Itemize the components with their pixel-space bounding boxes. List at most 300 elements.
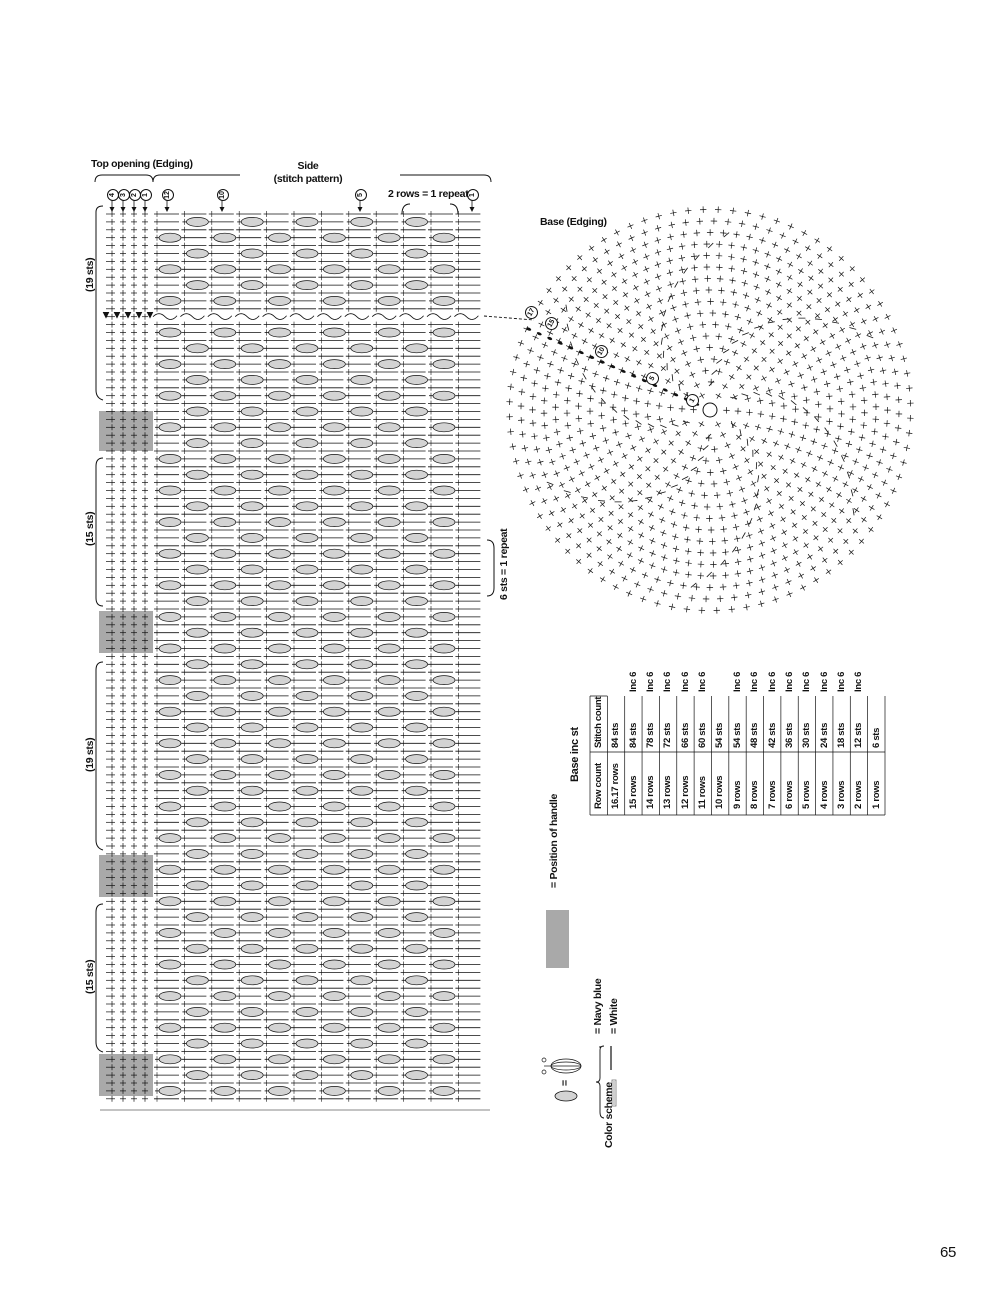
- bobble-stitch: [269, 581, 291, 590]
- bobble-stitch: [241, 375, 263, 384]
- bobble-stitch: [296, 439, 318, 448]
- pattern-row-number: 1: [467, 189, 479, 201]
- bobble-stitch: [351, 375, 373, 384]
- repeat-rows-label: 2 rows = 1 repeat: [388, 188, 469, 200]
- bobble-stitch: [241, 1007, 263, 1016]
- bobble-stitch: [186, 597, 208, 606]
- table-cell-increase: Inc 6: [835, 671, 847, 692]
- pattern-row-number: 5: [355, 189, 367, 201]
- bobble-stitch: [406, 913, 428, 922]
- bobble-stitch: [378, 770, 400, 779]
- bobble-stitch: [241, 628, 263, 637]
- bobble-stitch: [351, 1007, 373, 1016]
- bobble-stitch: [323, 707, 345, 716]
- bobble-stitch: [351, 533, 373, 542]
- bobble-stitch: [159, 992, 181, 1001]
- bobble-stitch: [378, 739, 400, 748]
- bobble-stitch: [241, 565, 263, 574]
- table-cell-stitch-count: 66 sts: [679, 722, 691, 748]
- bobble-stitch: [241, 691, 263, 700]
- bobble-stitch: [378, 486, 400, 495]
- bobble-stitch: [378, 328, 400, 337]
- bobble-stitch: [159, 360, 181, 369]
- bobble-stitch: [378, 834, 400, 843]
- bobble-stitch: [186, 439, 208, 448]
- bobble-stitch: [159, 612, 181, 621]
- bobble-stitch: [406, 249, 428, 258]
- bobble-stitch: [378, 1023, 400, 1032]
- navy-legend-label: = Navy blue: [592, 978, 604, 1034]
- repeat-sts-label: 6 sts = 1 repeat: [498, 528, 510, 600]
- table-cell-stitch-count: 48 sts: [749, 722, 761, 748]
- bobble-stitch: [269, 644, 291, 653]
- bobble-stitch: [323, 739, 345, 748]
- table-cell-stitch-count: 18 sts: [835, 722, 847, 748]
- bobble-stitch: [159, 581, 181, 590]
- bobble-stitch: [296, 881, 318, 890]
- bobble-stitch: [378, 897, 400, 906]
- bobble-stitch: [378, 960, 400, 969]
- bobble-stitch: [296, 755, 318, 764]
- bobble-stitch: [378, 296, 400, 305]
- base-round-number: 1: [684, 392, 702, 410]
- side-bracket-left: [153, 175, 240, 182]
- bobble-stitch: [214, 739, 236, 748]
- bobble-stitch: [323, 1086, 345, 1095]
- table-cell-increase: Inc 6: [697, 671, 709, 692]
- bobble-stitch: [406, 849, 428, 858]
- bobble-stitch: [241, 597, 263, 606]
- bobble-stitch: [323, 518, 345, 527]
- bobble-stitch: [351, 407, 373, 416]
- bobble-stitch: [406, 1071, 428, 1080]
- bobble-stitch: [406, 818, 428, 827]
- color-scheme-label: Color scheme: [603, 1082, 615, 1148]
- bobble-stitch: [378, 391, 400, 400]
- table-cell-row-count: 3 rows: [835, 780, 847, 809]
- bobble-stitch: [296, 1039, 318, 1048]
- bobble-stitch: [159, 1055, 181, 1064]
- bobble-stitch: [214, 834, 236, 843]
- bobble-stitch: [241, 470, 263, 479]
- table-cell-row-count: 13 rows: [662, 775, 674, 809]
- table-cell-increase: Inc 6: [731, 671, 743, 692]
- table-cell-increase: Inc 6: [818, 671, 830, 692]
- bobble-stitch: [323, 486, 345, 495]
- bobble-stitch: [433, 328, 455, 337]
- bobble-stitch: [296, 502, 318, 511]
- bobble-stitch: [186, 1007, 208, 1016]
- table-cell-row-count: 2 rows: [853, 780, 865, 809]
- bobble-stitch: [406, 281, 428, 290]
- bobble-stitch: [269, 676, 291, 685]
- section-label-4: (15 sts): [84, 959, 96, 994]
- bobble-stitch: [323, 1023, 345, 1032]
- bobble-stitch: [351, 502, 373, 511]
- bobble-stitch: [186, 407, 208, 416]
- pattern-row-number: 10: [217, 189, 229, 201]
- bobble-stitch: [214, 549, 236, 558]
- bobble-stitch: [214, 328, 236, 337]
- bobble-stitch: [214, 423, 236, 432]
- bobble-stitch: [241, 1039, 263, 1048]
- bobble-legend-icon: [555, 1091, 577, 1101]
- bobble-stitch: [433, 992, 455, 1001]
- table-cell-row-count: 8 rows: [749, 780, 761, 809]
- bobble-stitch: [296, 1071, 318, 1080]
- bobble-stitch: [378, 518, 400, 527]
- bobble-stitch: [433, 391, 455, 400]
- bobble-stitch: [214, 612, 236, 621]
- bobble-stitch: [433, 897, 455, 906]
- bobble-stitch: [378, 928, 400, 937]
- bobble-stitch: [351, 849, 373, 858]
- pattern-row-number: 12: [162, 189, 174, 201]
- bobble-stitch: [241, 344, 263, 353]
- bobble-stitch: [351, 470, 373, 479]
- bobble-stitch: [159, 518, 181, 527]
- bobble-stitch: [214, 233, 236, 242]
- bobble-stitch: [323, 581, 345, 590]
- bobble-stitch: [378, 992, 400, 1001]
- bobble-stitch: [433, 676, 455, 685]
- table-cell-stitch-count: 78 sts: [645, 722, 657, 748]
- bobble-stitch: [214, 360, 236, 369]
- bobble-stitch: [323, 391, 345, 400]
- bobble-stitch: [378, 454, 400, 463]
- table-cell-stitch-count: 30 sts: [801, 722, 813, 748]
- bobble-stitch: [323, 676, 345, 685]
- bobble-stitch: [406, 470, 428, 479]
- table-cell-row-count: 12 rows: [679, 775, 691, 809]
- bobble-stitch: [159, 1086, 181, 1095]
- table-cell-row-count: 9 rows: [731, 780, 743, 809]
- bobble-stitch: [351, 660, 373, 669]
- bobble-stitch: [323, 233, 345, 242]
- bobble-stitch: [433, 834, 455, 843]
- bobble-stitch: [433, 960, 455, 969]
- bobble-stitch: [433, 423, 455, 432]
- bobble-stitch: [406, 565, 428, 574]
- bobble-stitch: [186, 502, 208, 511]
- table-cell-row-count: 1 rows: [870, 780, 882, 809]
- bobble-stitch: [269, 1086, 291, 1095]
- table-title: Base inc st: [569, 727, 581, 782]
- bobble-stitch: [159, 834, 181, 843]
- bobble-stitch: [323, 834, 345, 843]
- bobble-stitch: [433, 707, 455, 716]
- bobble-stitch: [241, 1071, 263, 1080]
- bobble-stitch: [378, 423, 400, 432]
- repeat-sts-bracket: [487, 540, 494, 596]
- bobble-stitch: [159, 328, 181, 337]
- bobble-stitch: [378, 265, 400, 274]
- table-cell-stitch-count: 42 sts: [766, 722, 778, 748]
- table-cell-stitch-count: 60 sts: [697, 722, 709, 748]
- bobble-stitch: [378, 865, 400, 874]
- bobble-stitch: [269, 296, 291, 305]
- bobble-stitch: [269, 423, 291, 432]
- bobble-stitch: [351, 344, 373, 353]
- bobble-stitch: [406, 597, 428, 606]
- bobble-stitch: [214, 928, 236, 937]
- base-round-chart: [506, 206, 913, 613]
- bobble-stitch: [323, 865, 345, 874]
- bobble-stitch: [323, 770, 345, 779]
- bobble-stitch: [323, 992, 345, 1001]
- bobble-stitch: [378, 581, 400, 590]
- bobble-stitch: [433, 770, 455, 779]
- bobble-stitch: [433, 486, 455, 495]
- bobble-stitch: [186, 723, 208, 732]
- bobble-stitch: [186, 628, 208, 637]
- bobble-stitch: [323, 360, 345, 369]
- bobble-stitch: [214, 1086, 236, 1095]
- bobble-stitch: [351, 755, 373, 764]
- handle-swatch: [546, 910, 569, 968]
- bobble-stitch: [241, 881, 263, 890]
- repeat-rows-bracket: [402, 204, 458, 214]
- table-cell-row-count: 11 rows: [697, 776, 709, 809]
- white-legend-label: = White: [608, 998, 620, 1034]
- table-cell-increase: Inc 6: [627, 671, 639, 692]
- base-round-number: 17: [522, 304, 540, 322]
- bobble-stitch: [186, 691, 208, 700]
- bobble-stitch: [296, 565, 318, 574]
- bobble-stitch: [378, 644, 400, 653]
- bobble-stitch: [323, 960, 345, 969]
- bobble-stitch: [406, 217, 428, 226]
- bobble-stitch: [296, 944, 318, 953]
- bobble-stitch: [186, 470, 208, 479]
- bobble-stitch: [433, 928, 455, 937]
- bobble-stitch: [351, 281, 373, 290]
- bobble-stitch: [296, 533, 318, 542]
- side-bracket-right: [400, 175, 491, 182]
- bobble-stitch: [351, 249, 373, 258]
- bobble-stitch: [214, 992, 236, 1001]
- table-cell-increase: Inc 6: [766, 671, 778, 692]
- side-label: [268, 160, 348, 186]
- bobble-stitch: [159, 676, 181, 685]
- bobble-stitch: [269, 802, 291, 811]
- bobble-stitch: [269, 928, 291, 937]
- bobble-stitch: [351, 565, 373, 574]
- bobble-stitch: [296, 628, 318, 637]
- bobble-stitch: [241, 786, 263, 795]
- bobble-stitch: [214, 581, 236, 590]
- bobble-stitch: [351, 723, 373, 732]
- bobble-stitch: [159, 454, 181, 463]
- base-round-number: 15: [542, 315, 560, 333]
- bobble-stitch: [406, 1039, 428, 1048]
- bobble-stitch: [323, 265, 345, 274]
- bobble-stitch: [433, 549, 455, 558]
- bobble-stitch: [378, 1055, 400, 1064]
- bobble-stitch: [378, 707, 400, 716]
- bobble-stitch: [214, 802, 236, 811]
- bobble-stitch: [241, 533, 263, 542]
- bobble-stitch: [296, 660, 318, 669]
- table-cell-increase: Inc 6: [645, 671, 657, 692]
- bobble-stitch: [159, 486, 181, 495]
- bobble-stitch: [186, 881, 208, 890]
- edging-row-number: 4: [107, 189, 119, 201]
- bobble-stitch: [159, 549, 181, 558]
- bobble-stitch: [433, 865, 455, 874]
- bobble-stitch: [378, 549, 400, 558]
- bobble-stitch: [269, 612, 291, 621]
- table-cell-stitch-count: 24 sts: [818, 722, 830, 748]
- bobble-stitch: [269, 328, 291, 337]
- bobble-stitch: [406, 344, 428, 353]
- table-cell-row-count: 10 rows: [714, 775, 726, 809]
- bobble-stitch: [269, 391, 291, 400]
- bobble-stitch: [269, 770, 291, 779]
- bobble-stitch: [159, 897, 181, 906]
- edging-row-number: 3: [118, 189, 130, 201]
- bobble-stitch: [296, 344, 318, 353]
- table-cell-row-count: 7 rows: [766, 780, 778, 809]
- bobble-stitch: [406, 1007, 428, 1016]
- bobble-stitch: [433, 1023, 455, 1032]
- bobble-stitch: [406, 502, 428, 511]
- bobble-stitch: [241, 976, 263, 985]
- page-number: 65: [940, 1244, 957, 1261]
- bobble-stitch: [214, 518, 236, 527]
- bobble-stitch: [241, 249, 263, 258]
- bobble-stitch: [214, 770, 236, 779]
- bobble-stitch: [241, 660, 263, 669]
- bobble-stitch: [406, 691, 428, 700]
- bobble-stitch: [433, 581, 455, 590]
- bobble-stitch: [323, 1055, 345, 1064]
- bobble-stitch: [241, 818, 263, 827]
- bobble-stitch: [186, 944, 208, 953]
- bobble-stitch: [433, 612, 455, 621]
- bobble-stitch: [186, 375, 208, 384]
- bobble-stitch: [159, 391, 181, 400]
- bobble-stitch: [269, 865, 291, 874]
- bobble-stitch: [159, 928, 181, 937]
- bobble-stitch: [433, 1055, 455, 1064]
- bobble-stitch: [186, 344, 208, 353]
- table-cell-row-count: 6 rows: [783, 780, 795, 809]
- bobble-stitch: [269, 992, 291, 1001]
- bobble-stitch: [406, 660, 428, 669]
- bobble-stitch: [323, 454, 345, 463]
- bobble-stitch: [323, 296, 345, 305]
- bobble-stitch: [323, 328, 345, 337]
- bobble-stitch: [406, 407, 428, 416]
- base-chart-title: Base (Edging): [540, 216, 607, 228]
- bobble-stitch: [378, 612, 400, 621]
- bobble-stitch: [159, 265, 181, 274]
- bobble-stitch: [269, 265, 291, 274]
- bobble-detail-icon: [542, 1058, 581, 1074]
- bobble-stitch: [241, 913, 263, 922]
- bobble-stitch: [296, 913, 318, 922]
- side-stitch-grid: [99, 200, 480, 1102]
- bobble-stitch: [186, 660, 208, 669]
- section-label-1: (19 sts): [84, 257, 96, 292]
- bobble-stitch: [378, 802, 400, 811]
- bobble-stitch: [186, 565, 208, 574]
- bobble-stitch: [269, 960, 291, 969]
- bobble-stitch: [296, 1007, 318, 1016]
- bobble-stitch: [296, 249, 318, 258]
- bobble-stitch: [214, 265, 236, 274]
- bobble-stitch: [241, 944, 263, 953]
- bobble-stitch: [269, 486, 291, 495]
- bobble-stitch: [351, 217, 373, 226]
- bobble-stitch: [433, 802, 455, 811]
- bobble-stitch: [269, 739, 291, 748]
- bobble-stitch: [269, 518, 291, 527]
- bobble-stitch: [269, 834, 291, 843]
- bobble-stitch: [296, 976, 318, 985]
- bobble-stitch: [433, 233, 455, 242]
- bobble-stitch: [241, 849, 263, 858]
- bobble-stitch: [269, 454, 291, 463]
- bobble-stitch: [186, 281, 208, 290]
- side-label-line2: (stitch pattern): [273, 173, 343, 185]
- bobble-stitch: [351, 881, 373, 890]
- table-cell-stitch-count: 12 sts: [853, 722, 865, 748]
- bobble-stitch: [351, 1039, 373, 1048]
- bobble-stitch: [241, 281, 263, 290]
- bobble-stitch: [378, 1086, 400, 1095]
- edging-row-number: 1: [140, 189, 152, 201]
- bobble-stitch: [323, 549, 345, 558]
- bobble-stitch: [323, 423, 345, 432]
- bobble-stitch: [186, 755, 208, 764]
- bobble-stitch: [241, 217, 263, 226]
- bobble-stitch: [241, 407, 263, 416]
- bobble-stitch: [406, 944, 428, 953]
- bobble-stitch: [323, 612, 345, 621]
- bobble-stitch: [159, 233, 181, 242]
- bobble-stitch: [186, 533, 208, 542]
- bobble-stitch: [378, 676, 400, 685]
- magic-ring: [703, 403, 717, 417]
- table-cell-increase: Inc 6: [853, 671, 865, 692]
- bobble-stitch: [351, 818, 373, 827]
- table-cell-stitch-count: 84 sts: [610, 722, 622, 748]
- bobble-stitch: [351, 786, 373, 795]
- bobble-stitch: [323, 897, 345, 906]
- section-label-2: (15 sts): [84, 511, 96, 546]
- table-cell-row-count: 14 rows: [645, 775, 657, 809]
- bobble-stitch: [159, 960, 181, 969]
- bobble-stitch: [323, 928, 345, 937]
- bobble-stitch: [214, 1023, 236, 1032]
- table-cell-stitch-count: 54 sts: [731, 722, 743, 748]
- bobble-stitch: [296, 470, 318, 479]
- bobble-stitch: [406, 723, 428, 732]
- table-cell-stitch-count: 36 sts: [783, 722, 795, 748]
- bobble-stitch: [214, 391, 236, 400]
- bobble-stitch: [296, 849, 318, 858]
- bobble-stitch: [406, 375, 428, 384]
- bobble-stitch: [296, 723, 318, 732]
- bobble-stitch: [186, 217, 208, 226]
- table-cell-row-count: 5 rows: [801, 780, 813, 809]
- bobble-stitch: [214, 486, 236, 495]
- bobble-stitch: [269, 897, 291, 906]
- bobble-stitch: [433, 360, 455, 369]
- table-cell-stitch-count: 6 sts: [870, 727, 882, 748]
